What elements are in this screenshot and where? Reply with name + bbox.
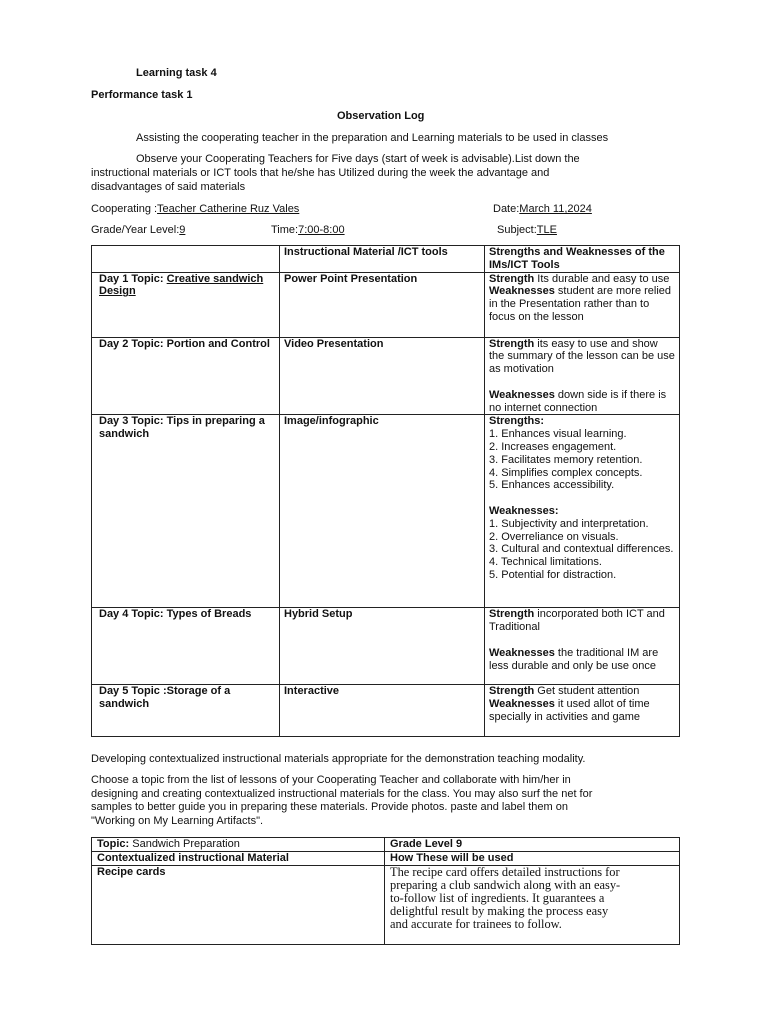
day-3-material: Image/infographic [280,415,485,608]
section-intro: Developing contextualized instructional materials appropriate for the demonstration teaching modality. [91,753,586,765]
strength-text: Its durable and easy to use [534,272,670,285]
list-item: 3. Facilitates memory retention. [489,453,643,466]
strength-text: incorporated both ICT and Traditional [489,608,665,634]
day-5-material: Interactive [280,685,485,737]
header-cell-day [92,246,280,273]
date-value: March 11,2024 [519,203,592,215]
day-5-strength [489,685,675,698]
usage-line: to-follow list of ingredients. It guarantees a [390,890,605,905]
table-row-day-4 [92,608,680,685]
header-cell-strengths: Strengths and Weaknesses of the IMs/ICT Tools [485,246,680,273]
usage-line: The recipe card offers detailed instructions for [390,864,620,879]
day-2-material: Video Presentation [280,337,485,415]
table-row [92,865,680,944]
day-1-topic [92,272,280,337]
day-4-material: Hybrid Setup [280,608,485,685]
instructional-material-table [91,837,680,945]
day-2-notes [485,337,680,415]
instructions-line-2: instructional materials or ICT tools that he/she has Utilized during the week the advantage and [91,167,550,179]
day-1-strength [489,273,675,286]
instructions-line: "Working on My Learning Artifacts". [91,814,264,827]
weakness-text: it used allot of time specially in activities and game [489,698,650,723]
material-cell: Recipe cards [92,865,385,944]
day-4-topic: Day 4 Topic: Types of Breads [92,608,280,685]
time-label: Time: [271,224,299,236]
weakness-label: Weaknesses [489,388,555,401]
day-1-topic-text: Creative sandwich Design [99,272,264,298]
instructions-line: Choose a topic from the list of lessons of your Cooperating Teacher and collaborate with him/her in [91,774,571,786]
list-item: 2. Increases engagement. [489,440,617,453]
strengths-list [489,428,675,492]
table-row-day-3 [92,415,680,608]
grade-field [91,224,185,237]
weakness-text: the traditional IM are less durable and only be use once [489,646,659,672]
usage-line: and accurate for trainees to follow. [390,916,562,931]
subject-value: TLE [536,224,557,236]
day-2-topic: Day 2 Topic: Portion and Control [92,337,280,415]
day-5-topic: Day 5 Topic :Storage of a sandwich [92,685,280,737]
date-field [493,203,592,216]
strength-text: its easy to use and show the summary of the lesson can be use as motivation [489,337,675,376]
table-row-day-5 [92,685,680,737]
grade-label: Grade/Year Level: [91,224,180,236]
list-item: 1. Subjectivity and interpretation. [489,517,649,530]
day-2-weakness [489,389,675,415]
day-4-weakness [489,647,675,673]
usage-line: delightful result by making the process easy [390,903,609,918]
instructions-line-3: disadvantages of said materials [91,181,246,193]
grade-level-cell: Grade Level 9 [385,838,680,852]
table-header-row [92,246,680,273]
day-4-strength [489,608,675,634]
list-item: 4. Simplifies complex concepts. [489,466,643,479]
strength-label: Strength [489,337,535,350]
day-1-weakness [489,285,675,323]
subject-field [497,224,557,237]
list-item: 4. Technical limitations. [489,556,602,569]
day-2-strength [489,338,675,376]
weakness-label: Weaknesses [489,646,555,659]
page-title: Observation Log [337,110,425,122]
weakness-label: Weaknesses [489,698,555,711]
performance-task-label: Performance task 1 [91,89,193,101]
weaknesses-list [489,518,675,582]
instructions-line-1: Observe your Cooperating Teachers for Five days (start of week is advisable).List down the [136,153,580,165]
cooperating-teacher [91,203,299,216]
list-item: 3. Cultural and contextual differences. [489,543,674,556]
usage-header-cell: How These will be used [385,851,680,865]
material-header-cell: Contextualized instructional Material [92,851,385,865]
day-1-material: Power Point Presentation [280,272,485,337]
strengths-heading: Strengths: [489,415,544,428]
strength-text: Get student attention [534,685,640,698]
time-value: 7:00-8:00 [298,224,345,236]
list-item: 5. Potential for distraction. [489,568,617,581]
strength-label: Strength [489,608,535,621]
subject-label: Subject: [497,224,537,236]
weaknesses-heading: Weaknesses: [489,504,559,517]
topic-label: Topic: [97,838,130,850]
table-row-day-2 [92,337,680,415]
table-row [92,838,680,852]
day-3-notes [485,415,680,608]
observation-log-table [91,245,680,737]
weakness-text: student are more relied in the Presentation rather than to focus on the lesson [489,285,672,323]
cooperating-label: Cooperating : [91,203,158,215]
table-row [92,851,680,865]
cooperating-value: Teacher Catherine Ruz Vales [157,203,300,215]
weakness-text: down side is if there is no internet connection [489,388,667,414]
list-item: 1. Enhances visual learning. [489,428,627,441]
header-cell-material: Instructional Material /ICT tools [280,246,485,273]
day-4-notes [485,608,680,685]
day-3-topic: Day 3 Topic: Tips in preparing a sandwich [92,415,280,608]
table-row-day-1 [92,272,680,337]
strength-label: Strength [489,272,535,285]
topic-cell [92,838,385,852]
date-label: Date: [493,203,520,215]
day-1-label: Day 1 Topic: [99,272,167,285]
instructions-line: designing and creating contextualized instructional materials for the class. You may also surf the net for [91,787,593,800]
list-item: 2. Overreliance on visuals. [489,530,619,543]
topic-value: Sandwich Preparation [129,838,240,850]
day-1-notes [485,272,680,337]
day-5-notes [485,685,680,737]
learning-task-label: Learning task 4 [136,67,217,79]
time-field [271,224,345,237]
page-subtitle: Assisting the cooperating teacher in the preparation and Learning materials to be used in classes [136,132,609,144]
weakness-label: Weaknesses [489,285,555,298]
strength-label: Strength [489,685,535,698]
day-5-weakness [489,698,675,724]
list-item: 5. Enhances accessibility. [489,479,615,492]
usage-cell [385,865,680,944]
instructions-line: samples to better guide you in preparing these materials. Provide photos. paste and label them on [91,801,568,814]
section-instructions [91,774,691,828]
grade-value: 9 [179,224,186,236]
usage-line: preparing a club sandwich along with an easy- [390,877,621,892]
